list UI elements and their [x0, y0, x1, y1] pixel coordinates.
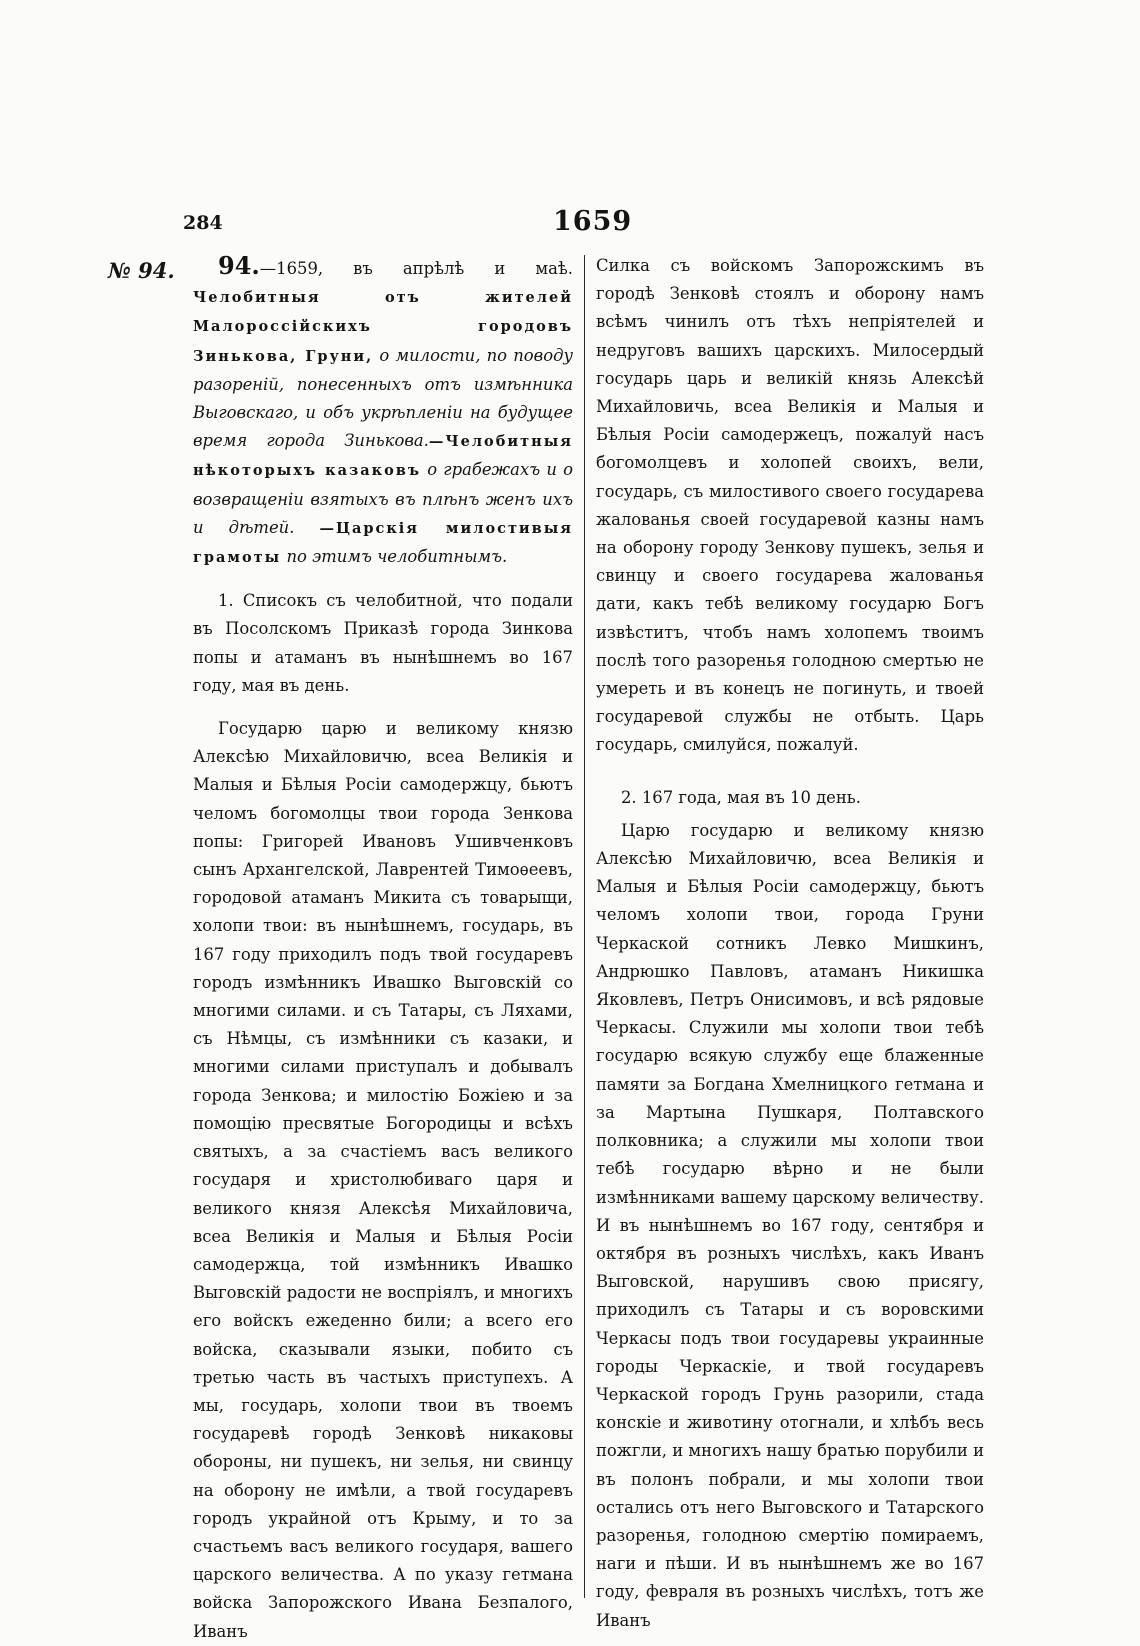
- column-divider: [584, 255, 585, 1598]
- right-paragraph-1: Силка съ войскомъ Запорожскимъ въ городѣ Зенковѣ стоялъ и оборону намъ всѣмъ чинилъ отъ тѣхъ непріятелей и недруговъ вашихъ царскихъ. Милосердый государь царь и великій князь Алексѣй Михайловичь, всеа Великія и Малыя и Бѣлыя Росіи самодержецъ, пожалуй насъ богомолцевъ и холопей своихъ, вели, государь, съ милостивого своего государева жалованья своей государевой казны намъ на оборону городу Зенкову пушекъ, зелья и свинцу и своего государева жалованья дати, какъ тебѣ великому государю Богъ извѣститъ, чтобъ намъ холопемъ твоимъ послѣ того разоренья голодною смертью не умереть и въ конецъ не погинуть, и твоей государевой службы не отбыть. Царь государь, смилуйся, пожалуй.: [596, 256, 984, 755]
- heading-title: Челобитныя отъ жителей Малороссійскихъ городовъ Зинькова, Груни,: [193, 289, 573, 365]
- document-heading: [193, 252, 573, 572]
- page-number: 284: [183, 212, 223, 234]
- right-paragraph-3: Царю государю и великому князю Алексѣю Михайловичю, всеа Великія и Малыя и Бѣлыя Росіи самодержцу, бьютъ челомъ холопи твои, города Груни Черкаской сотникъ Левко Мишкинъ, Андрюшко Павловъ, атаманъ Никишка Яковлевъ, Петръ Онисимовъ, и всѣ рядовые Черкасы. Служили мы холопи твои тебѣ государю всякую службу еще блаженные памяти за Богдана Хмелницкого гетмана и за Мартына Пушкаря, Полтавского полковника; а служили мы холопи твои тебѣ государю вѣрно и не были измѣнниками вашему царскому величеству. И въ нынѣшнемъ во 167 году, сентября и октября въ розныхъ числѣхъ, какъ Иванъ Выговской, нарушивъ свою присягу, приходилъ съ Татары и съ воровскими Черкасы подъ твои государевы украинные городы Черкаскіе, и твой государевъ Черкаской городъ Грунь разорили, стада конскіе и животину отогнали, и хлѣбъ весь пожгли, и многихъ нашу братью порубили и въ полонъ побрали, и мы холопи твои остались отъ него Выговского и Татарского разоренья, голодною смертію помираемъ, наги и пѣши. И въ нынѣшнемъ же во 167 году, февраля въ розныхъ числѣхъ, тотъ же Иванъ: [596, 820, 984, 1630]
- heading-title-3: —Царскія милостивыя грамоты: [193, 519, 573, 567]
- heading-date: —1659, въ апрѣлѣ и маѣ.: [259, 259, 573, 278]
- heading-title-2: —Челобитныя нѣкоторыхъ казаковъ: [193, 433, 573, 480]
- heading-subject-2: о грабежахъ и о возвращеніи взятыхъ въ плѣнъ женъ ихъ и дѣтей.: [193, 460, 573, 537]
- heading-subject: о милости, по поводу разореній, понесенныхъ отъ измѣнника Выговскаго, и объ укрѣпленіи на будущее время города Зинькова.: [193, 345, 573, 451]
- right-column: [596, 252, 984, 1635]
- left-column: [193, 252, 573, 1646]
- right-paragraph-2: 2. 167 года, мая въ 10 день.: [621, 787, 861, 807]
- left-paragraph-1: 1. Списокъ съ челобитной, что подали въ Посолскомъ Приказѣ города Зинкова попы и атаманъ въ нынѣшнемъ во 167 году, мая въ день.: [193, 591, 573, 695]
- left-paragraph-2: Государю царю и великому князю Алексѣю Михайловичю, всеа Великія и Малыя и Бѣлыя Росіи самодержцу, бьютъ челомъ богомолцы твои города Зенкова попы: Григорей Ивановъ Ушивченковъ сынъ Архангелской, Лаврентей Тимоѳеевъ, городовой атаманъ Микита съ товарыщи, холопи твои: въ нынѣшнемъ, государь, въ 167 году приходилъ подъ твой государевъ городъ измѣнникъ Ивашко Выговскій со многими силами. и съ Татары, съ Ляхами, съ Нѣмцы, съ измѣнники съ казаки, и многими силами приступалъ и добывалъ города Зенкова; и милостію Божіею и за помощію пресвятые Богородицы и всѣхъ святыхъ, а за счастіемъ васъ великого государя и христолюбиваго царя и великого князя Алексѣя Михайловича, всеа Великія и Малыя и Бѣлыя Росіи самодержца, той измѣнникъ Ивашко Выговскій радости не воспріялъ, и многихъ его войскъ ежеденно били; а всего его войска, сказывали языки, побито съ третью часть въ частыхъ приступехъ. А мы, государь, холопи твои въ твоемъ государевѣ городѣ Зенковѣ никаковы обороны, ни пушекъ, ни зелья, ни свинцу на оборону не имѣли, а твой государевъ городъ украйной отъ Крыму, и то за счастьемъ васъ великого государя, вашего царского величества. А по указу гетмана войска Запорожского Ивана Безпалого, Иванъ: [193, 719, 573, 1641]
- document-number: 94.: [218, 251, 260, 280]
- heading-subject-3: по этимъ челобитнымъ.: [286, 547, 508, 567]
- document-number-margin: № 94.: [108, 258, 175, 283]
- running-title-year: 1659: [553, 206, 633, 237]
